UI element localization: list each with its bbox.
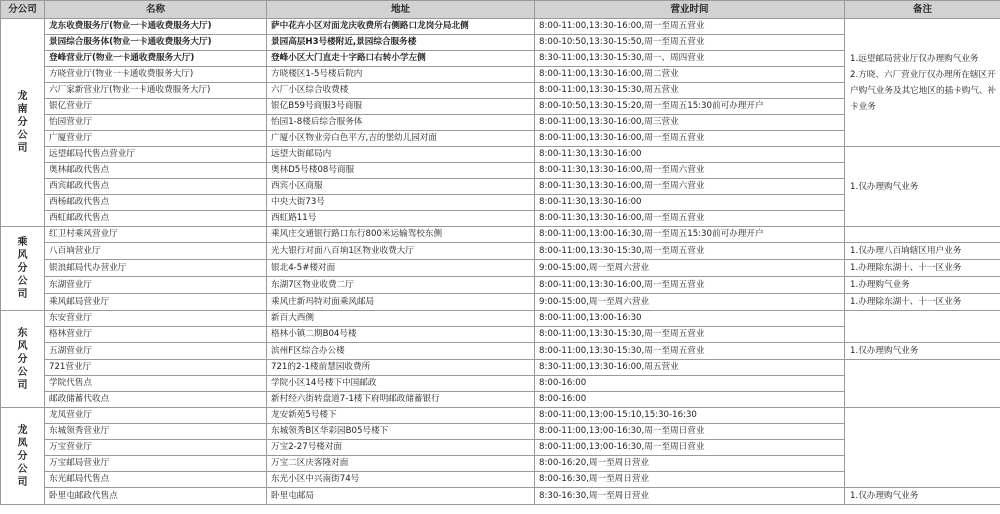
hours-cell: 8:00-11:00,13:30-15:30,周一至周五营业	[535, 343, 845, 360]
branch-cell	[1, 227, 45, 311]
address-cell: 滨州F区综合办公楼	[267, 343, 535, 360]
hours-cell: 8:00-11:00,13:30-16:00,周一至周五营业	[535, 19, 845, 35]
address-cell: 东光小区中兴南街74号	[267, 472, 535, 488]
note-cell: 1.办理购气业务	[845, 277, 1000, 294]
hours-cell: 8:00-11:00,13:30-16:00,周一至周五营业	[535, 131, 845, 147]
hall-name-cell: 远望邮局代售点营业厅	[45, 147, 267, 163]
hall-name-cell: 登峰营业厅(物业一卡通收费服务大厅)	[45, 51, 267, 67]
address-cell: 乘风庄新玛特对面乘风邮局	[267, 294, 535, 311]
address-cell: 721的2-1楼前慧园收费所	[267, 360, 535, 376]
hall-name-cell: 东湖营业厅	[45, 277, 267, 294]
address-cell: 光大银行对面八百垧1区物业收费大厅	[267, 243, 535, 260]
hall-name-cell: 卧里屯邮政代售点	[45, 488, 267, 505]
address-cell: 龙安新苑5号楼下	[267, 408, 535, 424]
hours-cell: 8:00-11:00,13:30-15:30,周五营业	[535, 83, 845, 99]
address-cell: 格林小镇二期B04号楼	[267, 327, 535, 343]
table-row	[1, 277, 1000, 294]
table-row	[1, 360, 1000, 376]
address-cell: 学院小区14号楼下中国邮政	[267, 376, 535, 392]
table-row	[1, 19, 1000, 35]
address-cell: 万宝二区庆客隆对面	[267, 456, 535, 472]
branch-name: 东风分公司	[17, 327, 28, 391]
table-row	[1, 294, 1000, 311]
header-branch: 分公司	[1, 1, 45, 19]
note-cell: 1.办理除东湖十、十一区业务	[845, 260, 1000, 277]
hours-cell: 8:00-16:30,周一至周日营业	[535, 472, 845, 488]
hall-name-cell: 怡园营业厅	[45, 115, 267, 131]
hours-cell: 8:00-10:50,13:30-15:20,周一至周五15:30前可办理开户	[535, 99, 845, 115]
hall-name-cell: 西宾邮政代售点	[45, 179, 267, 195]
note-cell	[845, 360, 1000, 408]
address-cell: 新百大西侧	[267, 311, 535, 327]
header-hours: 营业时间	[535, 1, 845, 19]
note-cell: 1.远望邮局营业厅仅办理购气业务 2.方晓、六厂营业厅仅办理所在辖区开户购气业务及其它地区的插卡购气、补卡业务	[845, 19, 1000, 147]
note-cell	[845, 408, 1000, 488]
address-cell: 怡园1-8楼后综合服务体	[267, 115, 535, 131]
table-row	[1, 311, 1000, 327]
table-row	[1, 408, 1000, 424]
hours-cell: 8:30-16:30,周一至周日营业	[535, 488, 845, 505]
hall-name-cell: 龙凤营业厅	[45, 408, 267, 424]
hours-cell: 8:30-11:00,13:30-15:30,周一、周四营业	[535, 51, 845, 67]
address-cell: 东城领秀B区华彩园B05号楼下	[267, 424, 535, 440]
hours-cell: 8:00-11:30,13:30-16:00,周一至周六营业	[535, 179, 845, 195]
address-cell: 万宝2-27号楼对面	[267, 440, 535, 456]
hours-cell: 8:00-11:30,13:30-16:00	[535, 195, 845, 211]
table-row	[1, 227, 1000, 243]
note-cell: 1.仅办理购气业务	[845, 147, 1000, 227]
hours-cell: 8:00-10:50,13:30-15:50,周一至周五营业	[535, 35, 845, 51]
hours-cell: 8:00-11:00,13:00-16:30,周一至周五15:30前可办理开户	[535, 227, 845, 243]
hours-cell: 8:00-16:00	[535, 392, 845, 408]
hall-name-cell: 东安营业厅	[45, 311, 267, 327]
branch-cell	[1, 311, 45, 408]
hall-name-cell: 万宝邮局营业厅	[45, 456, 267, 472]
address-cell: 景园高层H3号楼附近,景园综合服务楼	[267, 35, 535, 51]
branch-name: 龙南分公司	[17, 91, 28, 154]
note-cell: 1.仅办理购气业务	[845, 488, 1000, 505]
hall-name-cell: 万宝营业厅	[45, 440, 267, 456]
hall-name-cell: 西杨邮政代售点	[45, 195, 267, 211]
hall-name-cell: 奥林邮政代售点	[45, 163, 267, 179]
table-row	[1, 260, 1000, 277]
hall-name-cell: 方晓营业厅(物业一卡通收费服务大厅)	[45, 67, 267, 83]
hours-cell: 8:00-11:00,13:30-15:30,周一至周五营业	[535, 327, 845, 343]
hours-cell: 8:00-11:00,13:30-16:00,周三营业	[535, 115, 845, 131]
hours-cell: 8:00-11:00,13:00-16:30,周一至周日营业	[535, 440, 845, 456]
hours-cell: 8:00-11:30,13:30-16:00	[535, 147, 845, 163]
hall-name-cell: 龙东收费服务厅(物业一卡通收费服务大厅)	[45, 19, 267, 35]
hours-cell: 8:00-16:20,周一至周日营业	[535, 456, 845, 472]
hall-name-cell: 学院代售点	[45, 376, 267, 392]
hall-name-cell: 东光邮局代售点	[45, 472, 267, 488]
hall-name-cell: 银浪邮局代办营业厅	[45, 260, 267, 277]
branch-cell	[1, 408, 45, 505]
hours-cell: 9:00-15:00,周一至周六营业	[535, 294, 845, 311]
note-cell: 1.仅办理八百垧辖区用户业务	[845, 243, 1000, 260]
hours-cell: 8:00-11:30,13:30-16:00,周一至周五营业	[535, 211, 845, 227]
address-cell: 东湖7区物业收费二厅	[267, 277, 535, 294]
address-cell: 远望大街邮局内	[267, 147, 535, 163]
hours-cell: 8:00-16:00	[535, 376, 845, 392]
hours-cell: 8:00-11:00,13:00-16:30	[535, 311, 845, 327]
address-cell: 中央大街73号	[267, 195, 535, 211]
header-row	[1, 1, 1000, 19]
hours-cell: 8:00-11:00,13:30-16:00,周二营业	[535, 67, 845, 83]
note-cell	[845, 227, 1000, 243]
hall-name-cell: 东城领秀营业厅	[45, 424, 267, 440]
header-notes: 备注	[845, 1, 1000, 19]
branch-cell	[1, 19, 45, 227]
table-row	[1, 243, 1000, 260]
branch-name: 龙凤分公司	[17, 424, 28, 488]
branch-name: 乘风分公司	[17, 237, 28, 300]
address-cell: 萨中花卉小区对面龙庆收费所右侧路口龙岗分局北侧	[267, 19, 535, 35]
table-row	[1, 343, 1000, 360]
note-cell: 1.仅办理购气业务	[845, 343, 1000, 360]
address-cell: 银亿B59号商服3号商服	[267, 99, 535, 115]
hall-name-cell: 邮政储蓄代收点	[45, 392, 267, 408]
hall-name-cell: 五湖营业厅	[45, 343, 267, 360]
hours-cell: 8:30-11:00,13:30-16:00,周五营业	[535, 360, 845, 376]
hours-cell: 8:00-11:30,13:30-16:00,周一至周六营业	[535, 163, 845, 179]
hours-cell: 8:00-11:00,13:30-15:30,周一至周五营业	[535, 243, 845, 260]
hours-cell: 8:00-11:00,13:00-16:30,周一至周日营业	[535, 424, 845, 440]
hall-name-cell: 西虹邮政代售点	[45, 211, 267, 227]
hours-cell: 8:00-11:00,13:00-15:10,15:30-16:30	[535, 408, 845, 424]
address-cell: 六厂小区综合收费楼	[267, 83, 535, 99]
table-row	[1, 147, 1000, 163]
hall-name-cell: 六厂家新营业厅(物业一卡通收费服务大厅)	[45, 83, 267, 99]
hall-name-cell: 八百垧营业厅	[45, 243, 267, 260]
note-cell: 1.办理除东湖十、十一区业务	[845, 294, 1000, 311]
header-name: 名称	[45, 1, 267, 19]
hall-name-cell: 721营业厅	[45, 360, 267, 376]
hall-name-cell: 乘风邮局营业厅	[45, 294, 267, 311]
address-cell: 方晓楼区1-5号楼后院内	[267, 67, 535, 83]
address-cell: 银北4-5#楼对面	[267, 260, 535, 277]
address-cell: 奥林D5号楼08号商服	[267, 163, 535, 179]
address-cell: 西虹路11号	[267, 211, 535, 227]
header-address: 地址	[267, 1, 535, 19]
hall-name-cell: 红卫村乘风营业厅	[45, 227, 267, 243]
address-cell: 新村经六街转盘道7-1楼下府明邮政储蓄银行	[267, 392, 535, 408]
hours-cell: 9:00-15:00,周一至周六营业	[535, 260, 845, 277]
hall-name-cell: 银亿营业厅	[45, 99, 267, 115]
hall-name-cell: 广厦营业厅	[45, 131, 267, 147]
address-cell: 乘风庄交通银行路口东行800米运输驾校东侧	[267, 227, 535, 243]
hall-name-cell: 景园综合服务体(物业一卡通收费服务大厅)	[45, 35, 267, 51]
table-body	[1, 19, 1000, 505]
address-cell: 卧里屯邮局	[267, 488, 535, 505]
table-row	[1, 488, 1000, 505]
note-cell	[845, 311, 1000, 343]
address-cell: 广厦小区物业旁白色平方,吉的堡幼儿园对面	[267, 131, 535, 147]
hours-cell: 8:00-11:00,13:30-16:00,周一至周五营业	[535, 277, 845, 294]
address-cell: 登峰小区大门直走十字路口右转小学左侧	[267, 51, 535, 67]
hall-name-cell: 格林营业厅	[45, 327, 267, 343]
address-cell: 西宾小区商服	[267, 179, 535, 195]
